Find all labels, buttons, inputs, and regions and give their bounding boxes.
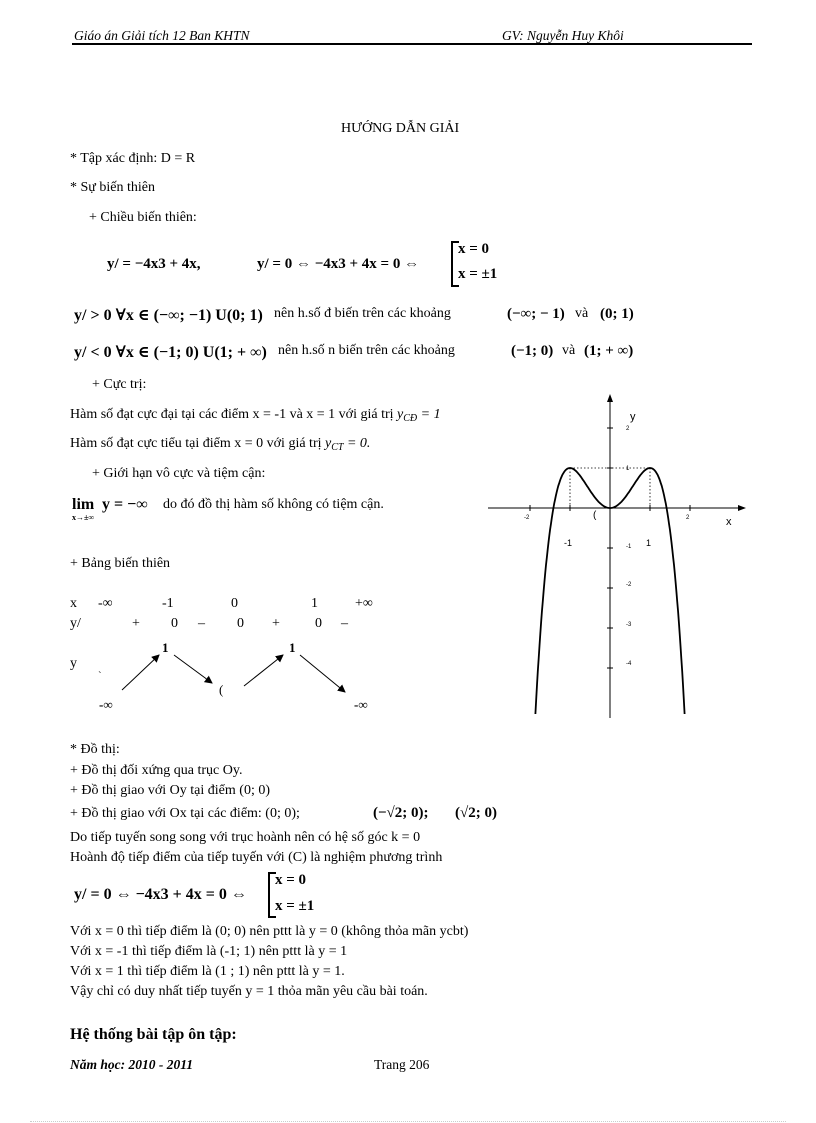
- min-y: y: [325, 436, 332, 451]
- x-tick-label: 2: [686, 515, 690, 521]
- limits-line: + Giới hạn vô cực và tiệm cận:: [92, 466, 266, 481]
- tangent-equation: y/ = 0 ⇔ −4x3 + 4x = 0 ⇔: [74, 886, 247, 903]
- table-yp-val: 0: [315, 616, 322, 631]
- arrow-down-2: [300, 655, 345, 692]
- footer-year: Năm học: 2010 - 2011: [70, 1057, 193, 1072]
- origin-label: (: [593, 510, 597, 521]
- page-edge: [30, 1121, 786, 1122]
- lim-text: do đó đồ thị hàm số không có tiệm cận.: [163, 497, 384, 512]
- arrow-up-1: [122, 655, 159, 690]
- max-eq: = 1: [417, 407, 441, 422]
- decreasing-interval-1: (−1; 0): [511, 343, 554, 359]
- table-y-label: y: [70, 656, 77, 671]
- x-tick-label: -2: [524, 515, 530, 521]
- function-graph: [480, 390, 770, 720]
- tangent-line-5: Với x = -1 thì tiếp điểm là (-1; 1) nên pttt là y = 1: [70, 944, 348, 959]
- min-sub: CT: [331, 442, 344, 453]
- tangent-line-2: Hoành độ tiếp điểm của tiếp tuyến với (C) là nghiệm phương trình: [70, 850, 443, 865]
- solve-expr: y/ = 0 ⇔ −4x3 + 4x = 0 ⇔: [257, 256, 420, 272]
- table-x-val: -1: [162, 596, 174, 611]
- and-2: và: [562, 343, 576, 358]
- table-x-val: +∞: [355, 596, 373, 611]
- derivative-expr: y/ = −4x3 + 4x,: [107, 256, 201, 272]
- y-tick-label: -1: [626, 544, 632, 550]
- graph-line-3: + Đồ thị giao với Ox tại các điểm: (0; 0);: [70, 806, 300, 821]
- and-1: và: [575, 306, 589, 321]
- x-axis-label: x: [726, 516, 732, 528]
- lim-subscript: x→±∞: [72, 513, 95, 522]
- decreasing-condition: y/ < 0 ∀x ∈ (−1; 0) U(1; + ∞): [74, 344, 267, 361]
- table-yp-label: y/: [70, 616, 81, 631]
- solution-2: x = ±1: [458, 266, 498, 282]
- graph-title: * Đồ thị:: [70, 742, 120, 757]
- min-text: Hàm số đạt cực tiểu tại điểm x = 0 với giá trị: [70, 436, 322, 451]
- y-tick-label: -2: [626, 582, 632, 588]
- increasing-interval-1: (−∞; − 1): [507, 306, 565, 322]
- y-tick-label: 1: [626, 466, 630, 472]
- table-title: + Bảng biến thiên: [70, 556, 171, 571]
- tangent-line-6: Với x = 1 thì tiếp điểm là (1 ; 1) nên pttt là y = 1.: [70, 964, 345, 979]
- graph-point-1: (−√2; 0);: [373, 805, 429, 821]
- footer-page: Trang 206: [374, 1057, 430, 1072]
- extrema-line: + Cực trị:: [92, 377, 147, 392]
- tangent-solution-1: x = 0: [275, 872, 307, 888]
- extra-label: 1: [646, 538, 652, 548]
- table-x-val: -∞: [98, 596, 113, 611]
- table-x-val: 0: [231, 596, 238, 611]
- table-y-val: 1: [162, 640, 169, 655]
- table-x-label: x: [70, 596, 77, 611]
- arrow-down-1: [174, 655, 212, 683]
- table-yp-val: –: [198, 616, 205, 631]
- table-y-mark: `: [98, 670, 102, 682]
- tangent-line-1: Do tiếp tuyến song song với trục hoành nên có hệ số góc k = 0: [70, 830, 421, 845]
- max-text: Hàm số đạt cực đại tại các điểm x = -1 và x = 1 với giá trị: [70, 407, 394, 422]
- table-yp-val: 0: [171, 616, 178, 631]
- tangent-solution-2: x = ±1: [275, 898, 315, 914]
- y-axis-label: y: [630, 411, 636, 423]
- graph-point-2: (√2; 0): [455, 805, 497, 821]
- graph-line-2: + Đồ thị giao với Oy tại điểm (0; 0): [70, 783, 270, 798]
- table-y-val: -∞: [354, 697, 368, 712]
- tangent-line-4: Với x = 0 thì tiếp điểm là (0; 0) nên pttt là y = 0 (không thỏa mãn ycbt): [70, 924, 469, 939]
- table-x-val: 1: [311, 596, 318, 611]
- arrow-up-2: [244, 655, 283, 686]
- table-y-val: (: [219, 682, 224, 697]
- domain-line: * Tập xác định: D = R: [70, 151, 196, 166]
- y-tick-label: -3: [626, 622, 632, 628]
- max-y: y: [397, 407, 404, 422]
- table-y-val: 1: [289, 640, 296, 655]
- table-y-val: -∞: [99, 697, 113, 712]
- table-yp-val: +: [132, 616, 140, 631]
- increasing-condition: y/ > 0 ∀x ∈ (−∞; −1) U(0; 1): [74, 307, 263, 324]
- lim-expr: y = −∞: [102, 496, 148, 513]
- table-yp-val: +: [272, 616, 280, 631]
- extra-label: -1: [564, 538, 573, 548]
- min-eq: = 0.: [343, 436, 371, 451]
- header-right: GV: Nguyễn Huy Khôi: [502, 28, 624, 43]
- y-tick-label: 2: [626, 426, 630, 432]
- table-yp-val: 0: [237, 616, 244, 631]
- decreasing-text: nên h.số n biến trên các khoảng: [278, 343, 455, 358]
- y-tick-label: -4: [626, 661, 632, 667]
- increasing-text: nên h.số đ biến trên các khoảng: [274, 306, 451, 321]
- increasing-interval-2: (0; 1): [600, 306, 634, 322]
- solution-1: x = 0: [458, 241, 490, 257]
- graph-line-1: + Đồ thị đối xứng qua trục Oy.: [70, 763, 243, 778]
- exercises-heading: Hệ thống bài tập ôn tập:: [70, 1026, 237, 1043]
- monotonic-line: + Chiều biến thiên:: [89, 210, 197, 225]
- decreasing-interval-2: (1; + ∞): [584, 343, 634, 359]
- lim-word: lim: [72, 496, 95, 513]
- variation-line: * Sự biến thiên: [70, 180, 155, 195]
- header-left: Giáo án Giải tích 12 Ban KHTN: [74, 28, 250, 43]
- table-yp-val: –: [341, 616, 348, 631]
- max-sub: CĐ: [403, 413, 418, 424]
- page-title: HƯỚNG DẪN GIẢI: [341, 121, 460, 136]
- tangent-line-7: Vậy chỉ có duy nhất tiếp tuyến y = 1 thỏa mãn yêu cầu bài toán.: [70, 984, 428, 999]
